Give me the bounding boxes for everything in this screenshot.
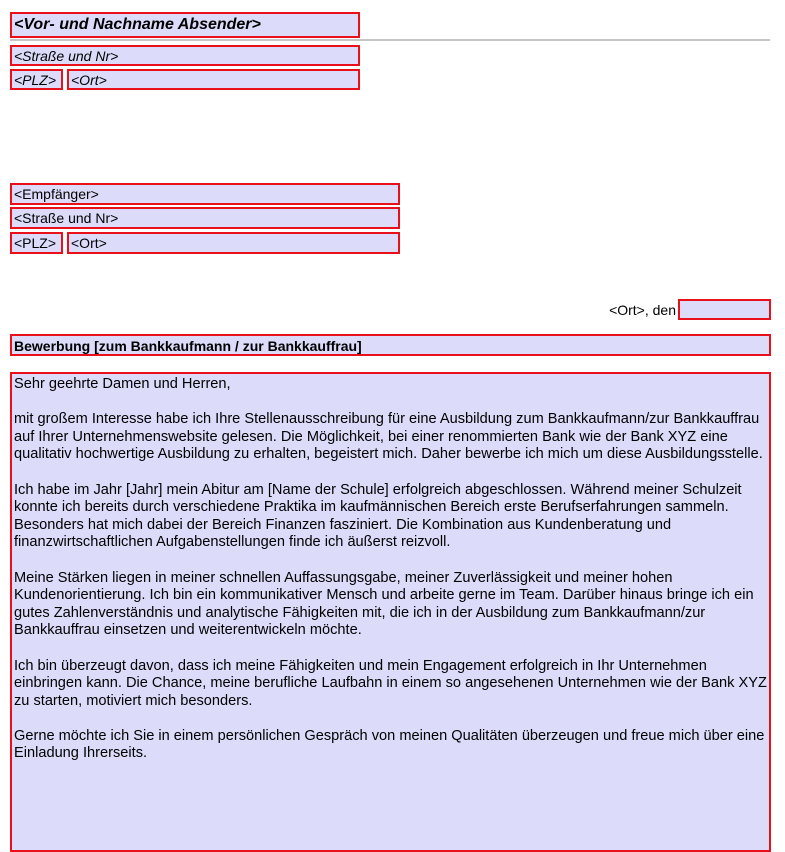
sender-street-field[interactable]: <Straße und Nr> bbox=[10, 45, 360, 66]
subject-field[interactable]: Bewerbung [zum Bankkaufmann / zur Bankkauffrau] bbox=[10, 334, 771, 356]
recipient-ort-field[interactable]: <Ort> bbox=[67, 232, 400, 254]
date-line-label: <Ort>, den bbox=[609, 302, 676, 318]
date-field[interactable] bbox=[678, 299, 771, 320]
body-paragraph-4: Ich bin überzeugt davon, dass ich meine Fähigkeiten und mein Engagement erfolgreich in Ihr Unternehmen einbringen kann. Die Chance, meine berufliche Laufbahn in einem so angesehenen Unternehmen wie der Bank XYZ zu starten, motiviert mich besonders. bbox=[14, 657, 767, 709]
body-paragraph-5: Gerne möchte ich Sie in einem persönlichen Gespräch von meinen Qualitäten überzeugen und freue mich über eine Einladung Ihrerseits. bbox=[14, 727, 765, 762]
body-paragraph-3: Meine Stärken liegen in meiner schnellen Auffassungsgabe, meiner Zuverlässigkeit und meiner hohen Kundenorientierung. Ich bin ein kommunikativer Mensch und arbeite gerne im Team. Darüber hinaus bringe ich ein gutes Zahlenverständnis und analytische Fähigkeiten mit, die ich in der Ausbildung zum Bankkaufmann/zur Bankkauffrau einsetzen und weiterentwickeln möchte. bbox=[14, 569, 754, 639]
header-divider bbox=[10, 39, 770, 41]
letter-body-field[interactable] bbox=[10, 372, 771, 852]
recipient-name-field[interactable]: <Empfänger> bbox=[10, 183, 400, 205]
body-paragraph-1: mit großem Interesse habe ich Ihre Stellenausschreibung für eine Ausbildung zum Bankkaufmann/zur Bankkauffrau auf Ihrer Unternehmenswebsite gelesen. Die Möglichkeit, bei einer renommierten Bank wie der Bank XYZ eine qualitativ hochwertige Ausbildung zu erhalten, begeistert mich. Daher bewerbe ich mich um diese Ausbildungsstelle. bbox=[14, 411, 763, 463]
salutation: Sehr geehrte Damen und Herren, bbox=[14, 376, 231, 392]
body-paragraph-2: Ich habe im Jahr [Jahr] mein Abitur am [Name der Schule] erfolgreich abgeschlossen. Während meiner Schulzeit konnte ich bereits durch verschiedene Praktika im kaufmännischen Bereich erste Berufserfahrungen sammeln. Besonders hat mich dabei der Bereich Finanzen fasziniert. Die Kombination aus Kundenberatung und finanzwirtschaftlichen Aufgabenstellungen finde ich äußerst reizvoll. bbox=[14, 481, 742, 551]
sender-name-field[interactable]: <Vor- und Nachname Absender> bbox=[10, 12, 360, 38]
sender-plz-field[interactable]: <PLZ> bbox=[10, 69, 63, 90]
sender-ort-field[interactable]: <Ort> bbox=[67, 69, 360, 90]
recipient-street-field[interactable]: <Straße und Nr> bbox=[10, 207, 400, 229]
recipient-plz-field[interactable]: <PLZ> bbox=[10, 232, 63, 254]
